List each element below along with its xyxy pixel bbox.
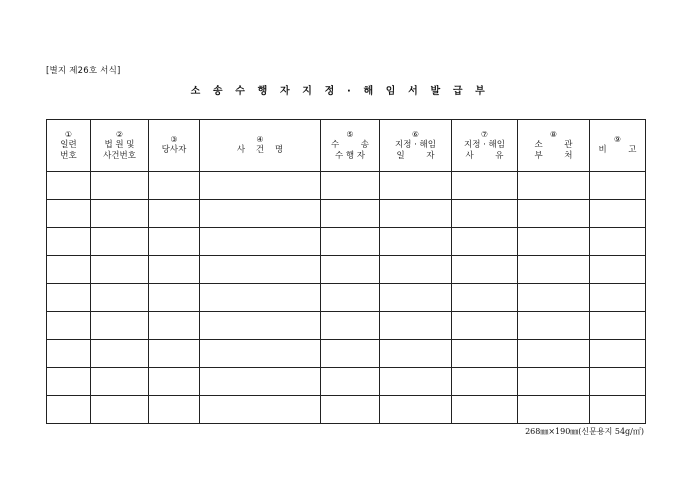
column-label: 지정 · 해임 bbox=[395, 139, 436, 150]
column-label: 수 행 자 bbox=[334, 150, 366, 161]
table-cell[interactable] bbox=[149, 340, 200, 368]
table-cell[interactable] bbox=[47, 396, 91, 424]
column-number: ③ bbox=[170, 135, 178, 144]
table-cell[interactable] bbox=[200, 172, 321, 200]
column-label: 번호 bbox=[60, 150, 77, 161]
col-header-serial-number bbox=[47, 120, 91, 172]
table-cell[interactable] bbox=[590, 200, 646, 228]
table-cell[interactable] bbox=[380, 368, 452, 396]
table-cell[interactable] bbox=[149, 312, 200, 340]
col-header-case-name bbox=[200, 120, 321, 172]
column-number: ④ bbox=[256, 135, 264, 144]
page-title: 소 송 수 행 자 지 정 · 해 임 서 발 급 부 bbox=[190, 86, 490, 97]
table-cell[interactable] bbox=[47, 228, 91, 256]
table-cell[interactable] bbox=[452, 312, 518, 340]
table-cell[interactable] bbox=[452, 200, 518, 228]
table-cell[interactable] bbox=[452, 368, 518, 396]
table-row bbox=[47, 396, 646, 424]
table-cell[interactable] bbox=[200, 368, 321, 396]
table-cell[interactable] bbox=[47, 368, 91, 396]
table-cell[interactable] bbox=[149, 284, 200, 312]
table-row bbox=[47, 256, 646, 284]
table-cell[interactable] bbox=[380, 340, 452, 368]
table-cell[interactable] bbox=[452, 172, 518, 200]
table-cell[interactable] bbox=[91, 340, 149, 368]
table-cell[interactable] bbox=[518, 368, 590, 396]
column-label: 사건번호 bbox=[103, 150, 136, 161]
table-cell[interactable] bbox=[380, 284, 452, 312]
table-cell[interactable] bbox=[518, 396, 590, 424]
table-cell[interactable] bbox=[518, 284, 590, 312]
col-header-designation-date bbox=[380, 120, 452, 172]
table-cell[interactable] bbox=[380, 228, 452, 256]
ledger-body bbox=[47, 172, 646, 424]
table-cell[interactable] bbox=[452, 284, 518, 312]
column-label: 지정 · 해임 bbox=[464, 139, 505, 150]
column-label: 일련 bbox=[60, 139, 77, 150]
table-cell[interactable] bbox=[590, 396, 646, 424]
table-cell[interactable] bbox=[200, 284, 321, 312]
table-cell[interactable] bbox=[590, 172, 646, 200]
table-cell[interactable] bbox=[321, 256, 380, 284]
table-row bbox=[47, 340, 646, 368]
table-cell[interactable] bbox=[321, 228, 380, 256]
table-cell[interactable] bbox=[590, 340, 646, 368]
table-cell[interactable] bbox=[91, 284, 149, 312]
header-row bbox=[47, 120, 646, 172]
table-cell[interactable] bbox=[47, 200, 91, 228]
table-cell[interactable] bbox=[452, 228, 518, 256]
table-cell[interactable] bbox=[91, 172, 149, 200]
table-cell[interactable] bbox=[321, 200, 380, 228]
form-number-label: [별지 제26호 서식] bbox=[46, 66, 121, 76]
table-cell[interactable] bbox=[380, 200, 452, 228]
table-cell[interactable] bbox=[91, 256, 149, 284]
column-label: 부 처 bbox=[534, 150, 573, 161]
table-cell[interactable] bbox=[321, 284, 380, 312]
column-number: ⑥ bbox=[411, 129, 420, 139]
table-row bbox=[47, 312, 646, 340]
column-number: ② bbox=[115, 129, 124, 139]
table-cell[interactable] bbox=[452, 340, 518, 368]
table-row bbox=[47, 284, 646, 312]
table-cell[interactable] bbox=[590, 368, 646, 396]
table-cell[interactable] bbox=[47, 256, 91, 284]
table-cell[interactable] bbox=[321, 340, 380, 368]
table-cell[interactable] bbox=[149, 368, 200, 396]
table-cell[interactable] bbox=[200, 200, 321, 228]
table-cell[interactable] bbox=[380, 256, 452, 284]
table-row bbox=[47, 200, 646, 228]
column-label: 소 관 bbox=[534, 139, 573, 150]
col-header-court-case-number bbox=[91, 120, 149, 172]
column-label: 법 원 및 bbox=[104, 139, 135, 150]
col-header-litigant bbox=[321, 120, 380, 172]
table-cell[interactable] bbox=[149, 200, 200, 228]
col-header-remarks bbox=[590, 120, 646, 172]
table-row bbox=[47, 368, 646, 396]
table-cell[interactable] bbox=[590, 228, 646, 256]
table-cell[interactable] bbox=[47, 340, 91, 368]
column-number: ① bbox=[64, 129, 73, 139]
column-label: 비 고 bbox=[598, 145, 637, 155]
table-cell[interactable] bbox=[91, 228, 149, 256]
table-cell[interactable] bbox=[91, 200, 149, 228]
table-cell[interactable] bbox=[518, 340, 590, 368]
table-cell[interactable] bbox=[518, 172, 590, 200]
table-cell[interactable] bbox=[91, 396, 149, 424]
table-cell[interactable] bbox=[91, 312, 149, 340]
table-cell[interactable] bbox=[590, 312, 646, 340]
table-cell[interactable] bbox=[47, 284, 91, 312]
table-cell[interactable] bbox=[518, 200, 590, 228]
table-cell[interactable] bbox=[149, 228, 200, 256]
column-label: 수 송 bbox=[330, 139, 370, 150]
table-cell[interactable] bbox=[149, 256, 200, 284]
ledger-table bbox=[46, 119, 646, 424]
table-cell[interactable] bbox=[200, 396, 321, 424]
table-cell[interactable] bbox=[200, 312, 321, 340]
table-cell[interactable] bbox=[47, 312, 91, 340]
table-cell[interactable] bbox=[321, 396, 380, 424]
table-row bbox=[47, 228, 646, 256]
column-label: 일 자 bbox=[396, 150, 435, 161]
table-cell[interactable] bbox=[590, 256, 646, 284]
column-number: ⑦ bbox=[480, 129, 489, 139]
column-number: ⑨ bbox=[613, 135, 622, 144]
table-cell[interactable] bbox=[200, 340, 321, 368]
table-cell[interactable] bbox=[452, 256, 518, 284]
table-cell[interactable] bbox=[380, 172, 452, 200]
table-cell[interactable] bbox=[200, 256, 321, 284]
table-cell[interactable] bbox=[518, 312, 590, 340]
table-cell[interactable] bbox=[200, 228, 321, 256]
col-header-responsible-ministry bbox=[518, 120, 590, 172]
table-cell[interactable] bbox=[321, 172, 380, 200]
column-label: 당사자 bbox=[161, 145, 187, 155]
table-cell[interactable] bbox=[149, 396, 200, 424]
paper-spec-note: 268㎜×190㎜(신문용지 54g/㎡) bbox=[525, 427, 644, 436]
col-header-party bbox=[149, 120, 200, 172]
table-cell[interactable] bbox=[321, 368, 380, 396]
column-number: ⑧ bbox=[549, 129, 558, 139]
table-cell[interactable] bbox=[452, 396, 518, 424]
table-row bbox=[47, 172, 646, 200]
col-header-designation-reason bbox=[452, 120, 518, 172]
table-cell[interactable] bbox=[47, 172, 91, 200]
table-cell[interactable] bbox=[518, 256, 590, 284]
column-label: 사 건 명 bbox=[236, 145, 284, 155]
table-cell[interactable] bbox=[518, 228, 590, 256]
table-cell[interactable] bbox=[91, 368, 149, 396]
table-cell[interactable] bbox=[321, 312, 380, 340]
column-label: 사 유 bbox=[465, 150, 504, 161]
table-cell[interactable] bbox=[380, 312, 452, 340]
table-cell[interactable] bbox=[380, 396, 452, 424]
table-cell[interactable] bbox=[590, 284, 646, 312]
table-cell[interactable] bbox=[149, 172, 200, 200]
column-number: ⑤ bbox=[346, 129, 354, 139]
